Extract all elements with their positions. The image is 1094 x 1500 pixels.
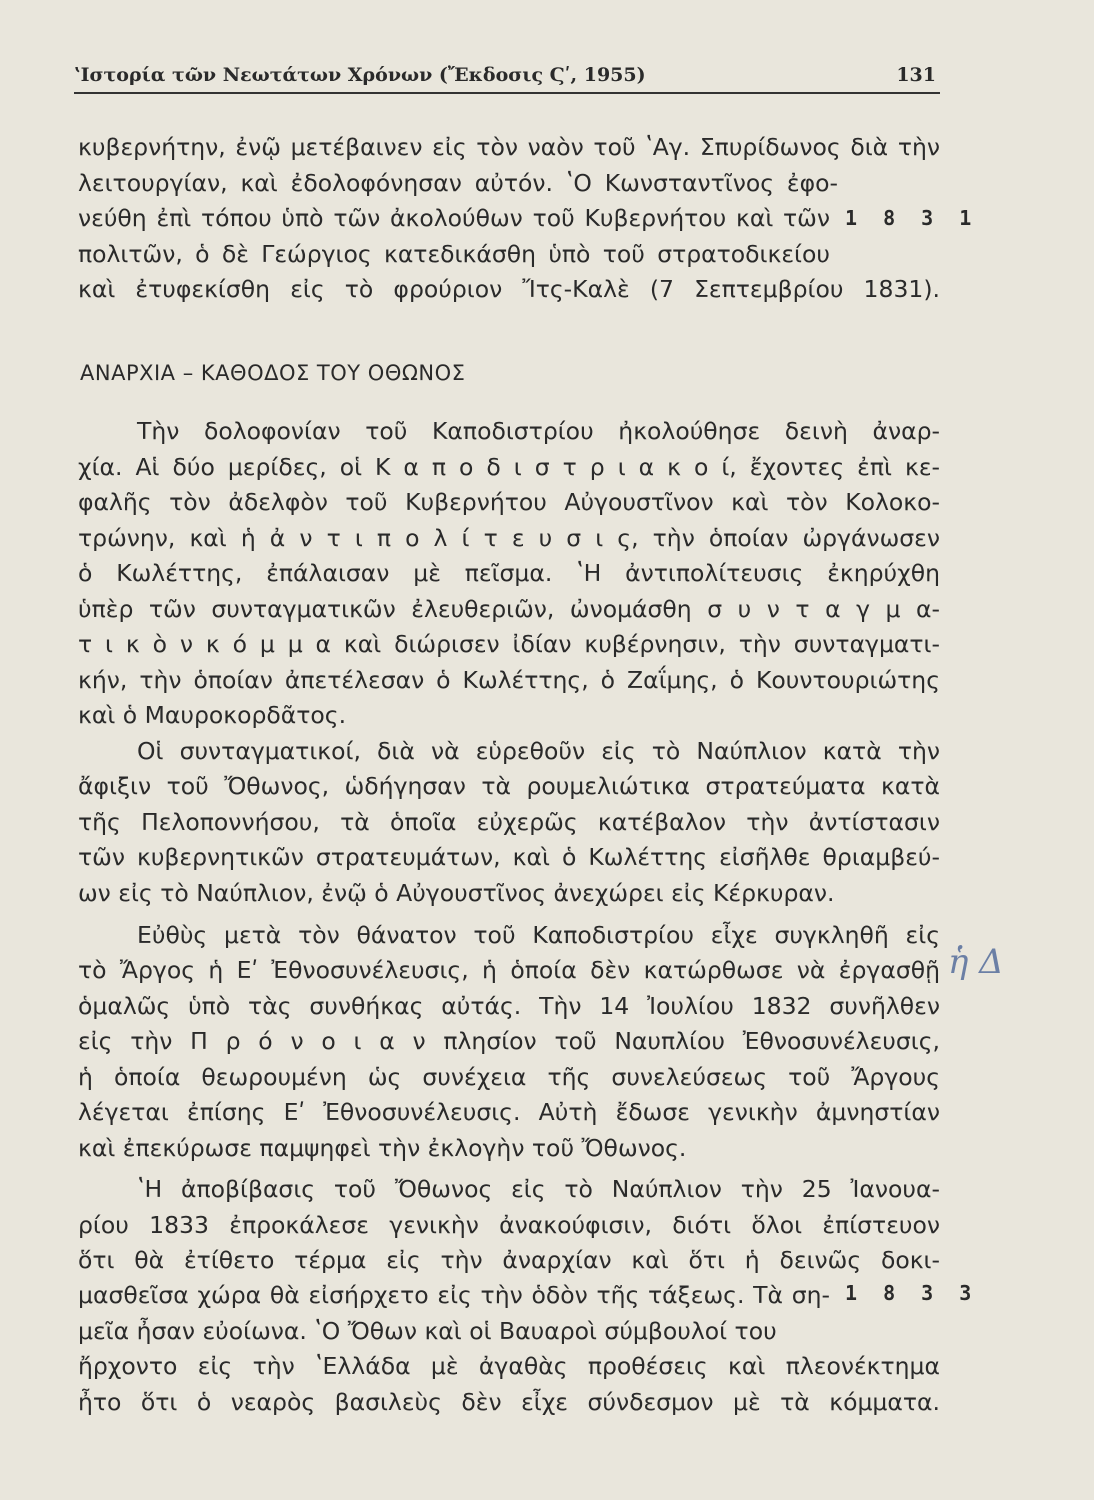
running-header <box>74 60 936 94</box>
section-heading: ΑΝΑΡΧΙΑ – ΚΑΘΟΔΟΣ ΤΟΥ ΟΘΩΝΟΣ <box>80 361 466 385</box>
text-line: ἄφιξιν τοῦ Ὄθωνος, ὡδήγησαν τὰ ρουμελιώτικα στρατεύματα κατὰ <box>78 772 940 800</box>
text-line: λειτουργίαν, καὶ ἐδολοφόνησαν αὐτόν. ʽΟ Κωνσταντῖνος ἐφο- <box>78 169 838 197</box>
text-line: τὸ Ἄργος ἡ Εʹ Ἐθνοσυνέλευσις, ἡ ὁποία δὲν κατώρθωσε νὰ ἐργασθῇ <box>78 956 940 984</box>
text-line: ων εἰς τὸ Ναύπλιον, ἐνῷ ὁ Αὐγουστῖνος ἀνεχώρει εἰς Κέρκυραν. <box>78 879 835 907</box>
text-line: καὶ ἐπεκύρωσε παμψηφεὶ τὴν ἐκλογὴν τοῦ Ὄθωνος. <box>78 1134 687 1162</box>
page-number: 131 <box>896 64 936 86</box>
text-line: Τὴν δολοφονίαν τοῦ Καποδιστρίου ἠκολούθησε δεινὴ ἀναρ- <box>137 417 940 445</box>
text-line: πολιτῶν, ὁ δὲ Γεώργιος κατεδικάσθη ὑπὸ τοῦ στρατοδικείου <box>78 240 830 268</box>
text-line: καὶ ὁ Μαυροκορδᾶτος. <box>78 701 347 729</box>
text-line: ὅτι θὰ ἐτίθετο τέρμα εἰς τὴν ἀναρχίαν καὶ ὅτι ἡ δεινῶς δοκι- <box>78 1246 940 1274</box>
text-line: τῶν κυβερνητικῶν στρατευμάτων, καὶ ὁ Κωλέττης εἰσῆλθε θριαμβεύ- <box>78 843 940 871</box>
text-line: κυβερνήτην, ἐνῷ μετέβαινεν εἰς τὸν ναὸν τοῦ ʽΑγ. Σπυρίδωνος διὰ τὴν <box>78 133 940 161</box>
margin-year: 1 8 3 1 <box>845 206 979 230</box>
text-line: λέγεται ἐπίσης Εʹ Ἐθνοσυνέλευσις. Αὐτὴ ἔδωσε γενικὴν ἀμνηστίαν <box>78 1098 940 1126</box>
header-rule <box>74 92 940 94</box>
text-line: χία. Αἱ δύο μερίδες, οἱ Κ α π ο δ ι σ τ ρ ι α κ ο ί, ἔχοντες ἐπὶ κε- <box>78 453 940 481</box>
text-line: ἡ ὁποία θεωρουμένη ὡς συνέχεια τῆς συνελεύσεως τοῦ Ἄργους <box>78 1063 940 1091</box>
text-line: τρώνην, καὶ ἡ ἀ ν τ ι π ο λ ί τ ε υ σ ι ς, τὴν ὁποίαν ὠργάνωσεν <box>78 524 940 552</box>
text-line: ʽΗ ἀποβίβασις τοῦ Ὄθωνος εἰς τὸ Ναύπλιον τὴν 25 Ἰανουα- <box>137 1175 940 1203</box>
text-line: ἤρχοντο εἰς τὴν ʽΕλλάδα μὲ ἀγαθὰς προθέσεις καὶ πλεονέκτημα <box>78 1352 940 1380</box>
text-line: Εὐθὺς μετὰ τὸν θάνατον τοῦ Καποδιστρίου εἶχε συγκληθῆ εἰς <box>137 921 940 949</box>
text-line: καὶ ἐτυφεκίσθη εἰς τὸ φρούριον Ἴτς-Καλὲ (7 Σεπτεμβρίου 1831). <box>78 275 940 303</box>
text-line: εἰς τὴν Π ρ ό ν ο ι α ν πλησίον τοῦ Ναυπλίου Ἐθνοσυνέλευσις, <box>78 1027 940 1055</box>
text-line: ρίου 1833 ἐπροκάλεσε γενικὴν ἀνακούφισιν, διότι ὅλοι ἐπίστευον <box>78 1211 940 1239</box>
text-line: φαλῆς τὸν ἀδελφὸν τοῦ Κυβερνήτου Αὐγουστῖνον καὶ τὸν Κολοκο- <box>78 488 940 516</box>
text-line: κήν, τὴν ὁποίαν ἀπετέλεσαν ὁ Κωλέττης, ὁ Ζαΐμης, ὁ Κουντουριώτης <box>78 666 940 694</box>
text-line: νεύθη ἐπὶ τόπου ὑπὸ τῶν ἀκολούθων τοῦ Κυβερνήτου καὶ τῶν <box>78 204 830 232</box>
text-line: Οἱ συνταγματικοί, διὰ νὰ εὑρεθοῦν εἰς τὸ Ναύπλιον κατὰ τὴν <box>137 737 940 765</box>
text-line: τῆς Πελοποννήσου, τὰ ὁποῖα εὐχερῶς κατέβαλον τὴν ἀντίστασιν <box>78 808 940 836</box>
text-line: ὁμαλῶς ὑπὸ τὰς συνθήκας αὐτάς. Τὴν 14 Ἰουλίου 1832 συνῆλθεν <box>78 992 940 1020</box>
text-line: μεῖα ἦσαν εὐοίωνα. ʽΟ Ὄθων καὶ οἱ Βαυαροὶ σύμβουλοί του <box>78 1317 777 1345</box>
running-title: ʽΙστορία τῶν Νεωτάτων Χρόνων (Ἔκδοσις Ϛʹ, 1955) <box>74 64 646 86</box>
text-line: τ ι κ ὸ ν κ ό μ μ α καὶ διώρισεν ἰδίαν κυβέρνησιν, τὴν συνταγματι- <box>78 630 940 658</box>
text-line: ὁ Κωλέττης, ἐπάλαισαν μὲ πεῖσμα. ʽΗ ἀντιπολίτευσις ἐκηρύχθη <box>78 559 940 587</box>
margin-year: 1 8 3 3 <box>845 1281 979 1305</box>
text-line: μασθεῖσα χώρα θὰ εἰσήρχετο εἰς τὴν ὁδὸν τῆς τάξεως. Τὰ ση- <box>78 1281 830 1309</box>
text-line: ἦτο ὅτι ὁ νεαρὸς βασιλεὺς δὲν εἶχε σύνδεσμον μὲ τὰ κόμματα. <box>78 1388 940 1416</box>
text-line: ὑπὲρ τῶν συνταγματικῶν ἐλευθεριῶν, ὠνομάσθη σ υ ν τ α γ μ α- <box>78 595 940 623</box>
handwritten-annotation: ἡ Δ <box>948 942 1004 982</box>
